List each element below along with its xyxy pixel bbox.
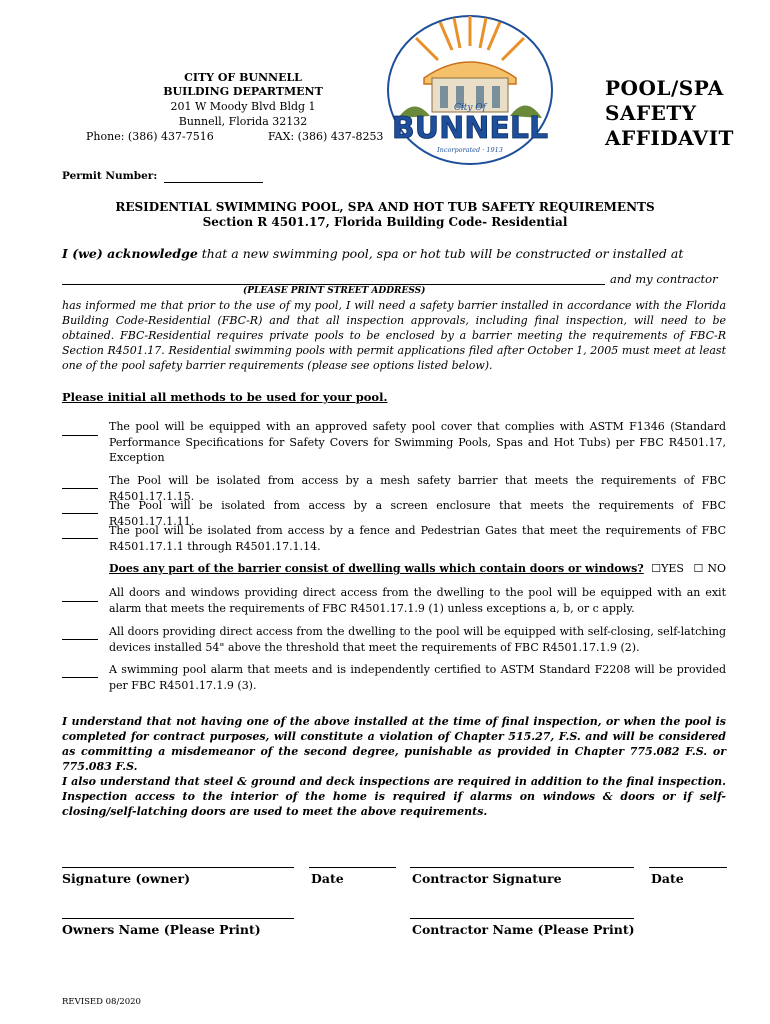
title-line3: AFFIDAVIT — [605, 126, 734, 150]
owner-name-label: Owners Name (Please Print) — [62, 922, 261, 937]
contractor-signature-label: Contractor Signature — [412, 871, 562, 886]
inspection-statement: I also understand that steel & ground and deck inspections are required in addition to the final inspection. Inspection access to the interior of the home is required if alarms on windows & doors or if self-closing/self-latching doors are used to meet the above requirements. — [62, 775, 726, 818]
section-heading-line2: Section R 4501.17, Florida Building Code- Residential — [202, 215, 568, 229]
option-fence-gates: The pool will be isolated from access by a fence and Pedestrian Gates that meet the requirements of FBC R4501.17.1.1 through R4501.17.1.14. — [109, 524, 726, 553]
and-my-contractor: and my contractor — [610, 272, 718, 286]
initial-blank-fence-gates[interactable] — [62, 538, 98, 539]
contractor-date-line[interactable] — [649, 867, 727, 868]
department-name-line1: CITY OF BUNNELL — [184, 71, 302, 84]
street-address-field[interactable] — [62, 284, 605, 285]
logo-bunnell-text: BUNNELL — [391, 111, 549, 146]
logo-city-of-text: City Of — [453, 103, 487, 113]
section-heading-line1: RESIDENTIAL SWIMMING POOL, SPA AND HOT TUB SAFETY REQUIREMENTS — [115, 200, 655, 214]
phone-number: Phone: (386) 437-7516 — [86, 130, 214, 143]
owner-date-line[interactable] — [309, 867, 396, 868]
address-line2: Bunnell, Florida 32132 — [178, 115, 308, 128]
address-line1: 201 W Moody Blvd Bldg 1 — [170, 100, 316, 113]
print-address-note: (PLEASE PRINT STREET ADDRESS) — [243, 286, 426, 296]
acknowledge-lead: I (we) acknowledge — [62, 246, 198, 261]
initial-blank-self-closing[interactable] — [62, 639, 98, 640]
contractor-name-label: Contractor Name (Please Print) — [412, 922, 635, 937]
initial-blank-pool-cover[interactable] — [62, 435, 98, 436]
contractor-date-label: Date — [651, 871, 684, 886]
fax-number: FAX: (386) 437-8253 — [268, 130, 384, 143]
acknowledge-rest: that a new swimming pool, spa or hot tub will be constructed or installed at — [197, 246, 684, 261]
department-name-line2: BUILDING DEPARTMENT — [163, 85, 323, 98]
initial-methods-heading: Please initial all methods to be used for your pool. — [62, 390, 388, 404]
option-pool-alarm: A swimming pool alarm that meets and is independently certified to ASTM Standard F2208 will be provided per FBC R4501.17.1.9 (3). — [109, 663, 726, 692]
option-exit-alarm: All doors and windows providing direct access from the dwelling to the pool will be equipped with an exit alarm that meets the requirements of FBC R4501.17.1.9 (1) unless exceptions a, b, or c apply. — [109, 586, 726, 615]
yes-checkbox[interactable]: ☐ — [651, 562, 662, 575]
no-label: NO — [707, 562, 726, 575]
permit-number-field[interactable] — [164, 182, 263, 183]
title-line1: POOL/SPA — [605, 76, 724, 100]
option-self-closing: All doors providing direct access from the dwelling to the pool will be equipped with self-closing, self-latching devices installed 54" above the threshold that meet the requirements of FBC R4501.17.1.9 (2). — [109, 625, 726, 654]
logo-incorporated-text: Incorporated · 1913 — [437, 146, 503, 154]
owner-signature-label: Signature (owner) — [62, 871, 191, 886]
revision-date: REVISED 08/2020 — [62, 997, 141, 1007]
initial-blank-mesh-barrier[interactable] — [62, 488, 98, 489]
acknowledge-statement — [62, 246, 742, 261]
contractor-signature-line[interactable] — [410, 867, 634, 868]
city-logo — [384, 6, 556, 166]
owner-name-line[interactable] — [62, 918, 294, 919]
initial-blank-exit-alarm[interactable] — [62, 601, 98, 602]
owner-signature-line[interactable] — [62, 867, 294, 868]
dwelling-question: Does any part of the barrier consist of dwelling walls which contain doors or windows? — [109, 562, 644, 575]
violation-statement: I understand that not having one of the above installed at the time of final inspection, or when the pool is completed for contract purposes, will constitute a violation of Chapter 515.27, F.S. and will be considered as committing a misdemeanor of the second degree, punishable as provided in Chapter 775.082 F.S. or 775.083 F.S. — [62, 715, 726, 773]
contractor-name-line[interactable] — [410, 918, 634, 919]
option-pool-cover: The pool will be equipped with an approved safety pool cover that complies with ASTM F1346 (Standard Performance Specifications for Safety Covers for Swimming Pools, Spas and Hot Tubs) per FBC R4501.17, Exception — [109, 420, 726, 464]
acknowledge-paragraph: has informed me that prior to the use of my pool, I will need a safety barrier installed in accordance with the Florida Building Code-Residential (FBC-R) and that all inspection approvals, including final inspection, will need to be obtained. FBC-Residential requires private pools to be enclosed by a barrier meeting the requirements of FBC-R Section R4501.17. Residential swimming pools with permit applications filed after October 1, 2005 must meet at least one of the pool safety barrier requirements (please see options listed below). — [62, 299, 726, 372]
yes-label: YES — [661, 562, 684, 575]
permit-number-label: Permit Number: — [62, 170, 158, 182]
initial-blank-pool-alarm[interactable] — [62, 677, 98, 678]
initial-blank-screen-enclosure[interactable] — [62, 513, 98, 514]
title-line2: SAFETY — [605, 101, 697, 125]
option-screen-enclosure: The Pool will be isolated from access by a screen enclosure that meets the requirements of FBC R4501.17.1.11. — [109, 499, 726, 528]
owner-date-label: Date — [311, 871, 344, 886]
dwelling-question-row — [109, 562, 749, 575]
option-mesh-barrier: The Pool will be isolated from access by a mesh safety barrier that meets the requirements of FBC R4501.17.1.15. — [109, 474, 726, 503]
no-checkbox[interactable]: ☐ — [693, 562, 704, 575]
